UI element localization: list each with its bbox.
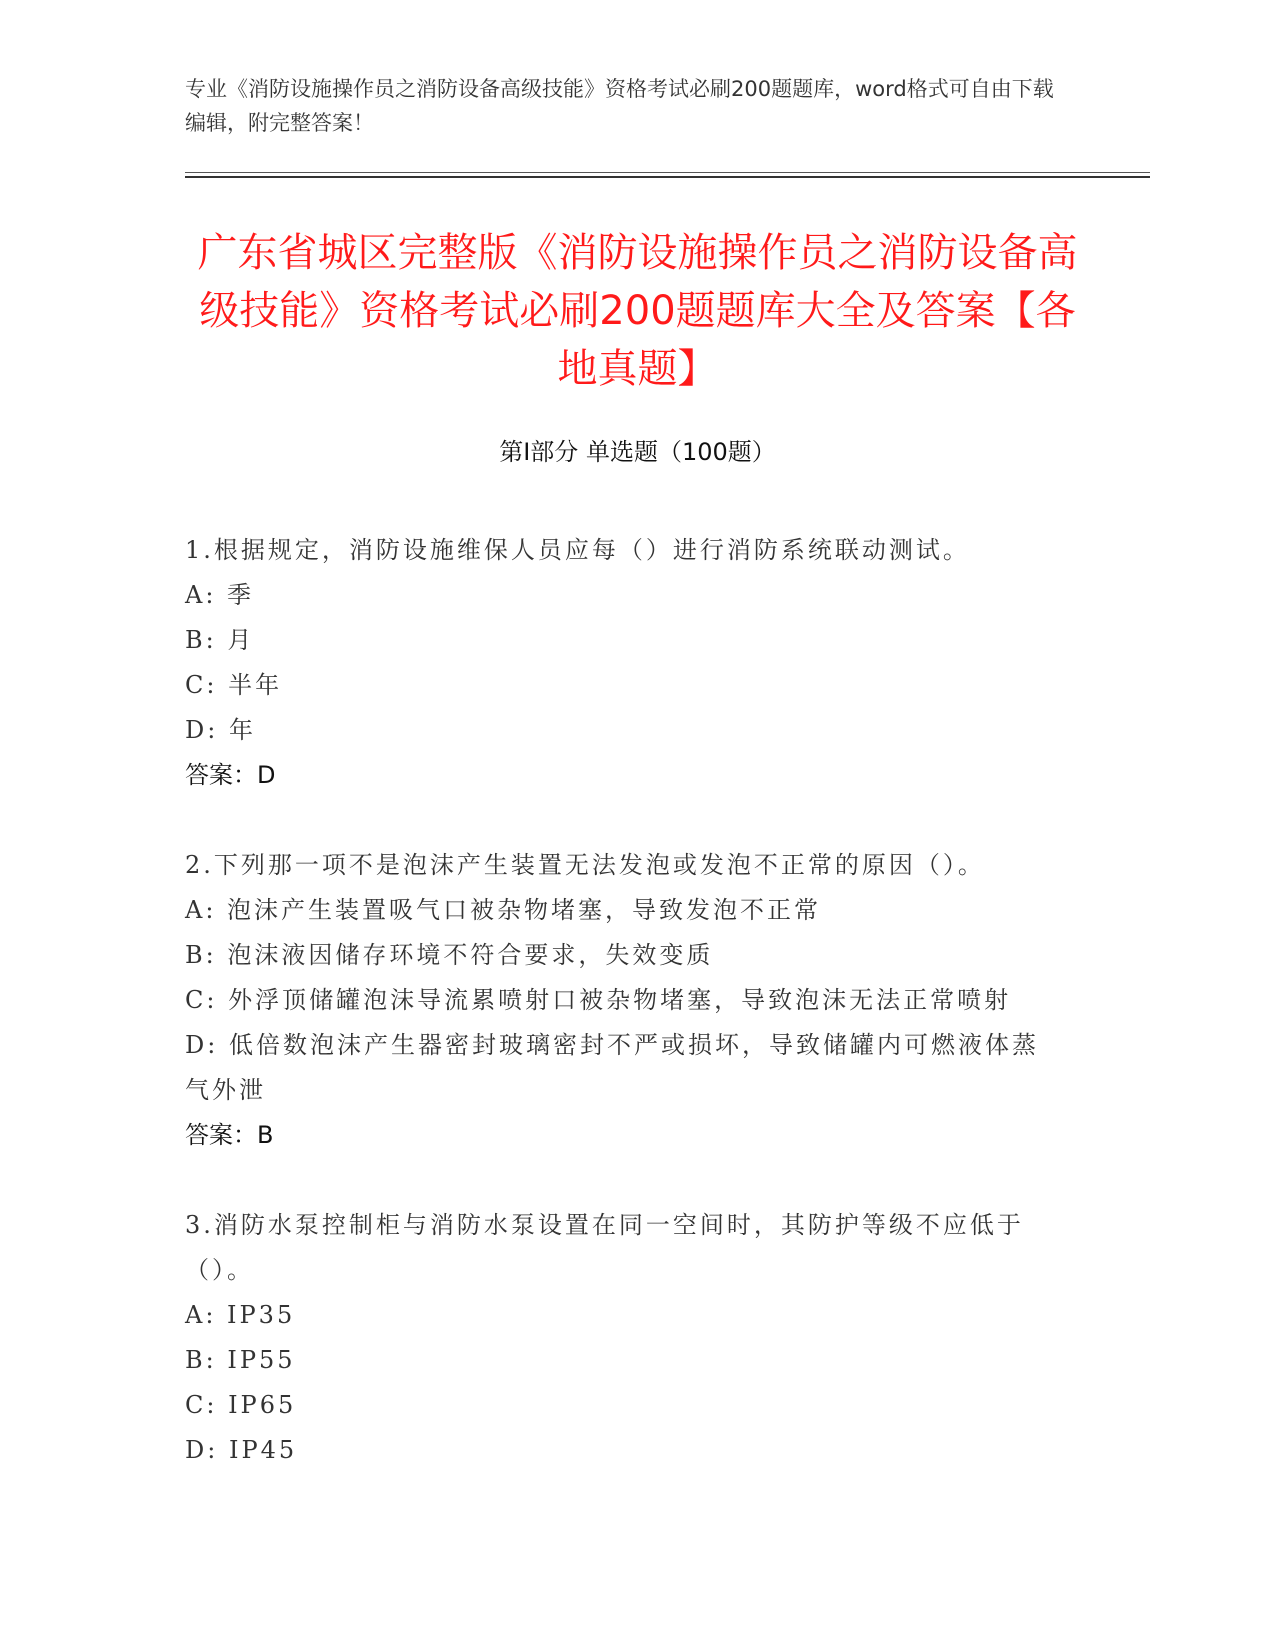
question-list [185, 528, 1065, 1518]
option-b: B: 月 [185, 626, 255, 654]
question-stem: 1.根据规定，消防设施维保人员应每（）进行消防系统联动测试。 [185, 536, 970, 564]
option-d: D: 年 [185, 716, 256, 744]
header-note: 专业《消防设施操作员之消防设备高级技能》资格考试必刷200题题库，word格式可自由下载编辑，附完整答案！ [185, 77, 1054, 135]
option-c: C: 半年 [185, 671, 283, 699]
answer-line: 答案：B [185, 1121, 274, 1149]
option-a: A: 泡沫产生装置吸气口被杂物堵塞，导致发泡不正常 [185, 896, 822, 924]
document-title: 广东省城区完整版《消防设施操作员之消防设备高级技能》资格考试必刷200题题库大全及答案【各地真题】 [197, 230, 1078, 392]
question-stem: 3.消防水泵控制柜与消防水泵设置在同一空间时，其防护等级不应低于（）。 [185, 1211, 1024, 1284]
question-3 [185, 1203, 1065, 1473]
section-title: 第I部分 单选题（100题） [499, 438, 776, 466]
header-divider-thin [185, 172, 1150, 173]
option-a: A: 季 [185, 581, 255, 609]
option-d: D: IP45 [185, 1436, 298, 1464]
question-1 [185, 528, 1065, 798]
option-c: C: 外浮顶储罐泡沫导流累喷射口被杂物堵塞，导致泡沫无法正常喷射 [185, 986, 1012, 1014]
option-a: A: IP35 [185, 1301, 296, 1329]
option-b: B: 泡沫液因储存环境不符合要求，失效变质 [185, 941, 714, 969]
question-stem: 2.下列那一项不是泡沫产生装置无法发泡或发泡不正常的原因（）。 [185, 851, 985, 879]
option-b: B: IP55 [185, 1346, 296, 1374]
option-c: C: IP65 [185, 1391, 297, 1419]
question-2 [185, 843, 1065, 1158]
header-divider-thick [185, 176, 1150, 178]
answer-line: 答案：D [185, 761, 276, 789]
option-d: D: 低倍数泡沫产生器密封玻璃密封不严或损坏，导致储罐内可燃液体蒸气外泄 [185, 1031, 1039, 1104]
